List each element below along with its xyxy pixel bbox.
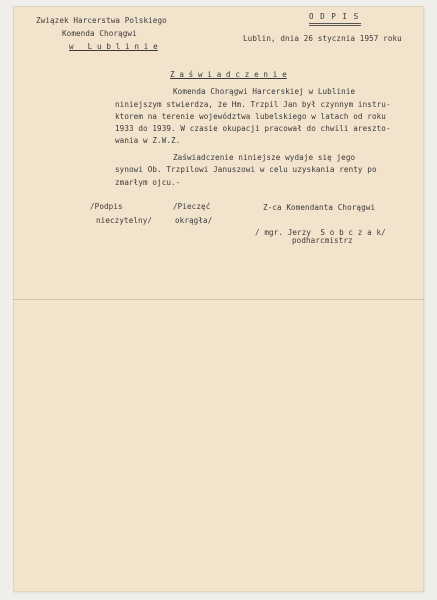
body-line: Zaświadczenie niniejsze wydaje się jego (173, 153, 356, 162)
body-line: Komenda Chorągwi Harcerskiej w Lublinie (173, 87, 356, 96)
body-line: synowi Ob. Trzpilowi Januszowi w celu uzyskania renty po (115, 165, 377, 174)
document-title: Z a ś w i a d c z e n i e (170, 70, 287, 79)
seal-note-line2: okrągła/ (175, 216, 213, 225)
seal-note-line1: /Pieczęć (173, 202, 211, 211)
org-name: Związek Harcerstwa Polskiego (36, 16, 167, 25)
place-date: Lublin, dnia 26 stycznia 1957 roku (243, 34, 402, 43)
signatory-role: Z-ca Komendanta Chorągwi (263, 203, 376, 212)
org-city: w L u b l i n i e (69, 42, 158, 51)
signatory-rank: podharcmistrz (292, 236, 353, 245)
signature-note-line1: /Podpis (90, 202, 123, 211)
body-line: zmarłym ojcu.- (115, 178, 181, 187)
fold-line (13, 299, 424, 300)
body-line: wania w Z.W.Z. (115, 136, 181, 145)
signatory-name: / mgr. Jerzy S o b c z a k/ (255, 228, 386, 237)
org-unit: Komenda Chorągwi (62, 29, 137, 38)
copy-mark: O D P I S (309, 12, 360, 21)
copy-mark-underline-1 (309, 23, 361, 24)
copy-mark-underline-2 (309, 25, 361, 26)
body-line: niniejszym stwierdza, że Hm. Trzpil Jan był czynnym instru- (115, 100, 391, 109)
signature-note-line2: nieczytelny/ (96, 216, 153, 225)
body-line: ktorem na terenie województwa lubelskiego w latach od roku (115, 112, 386, 121)
body-line: 1933 do 1939. W czasie okupacji pracował do chwili areszto- (115, 124, 391, 133)
